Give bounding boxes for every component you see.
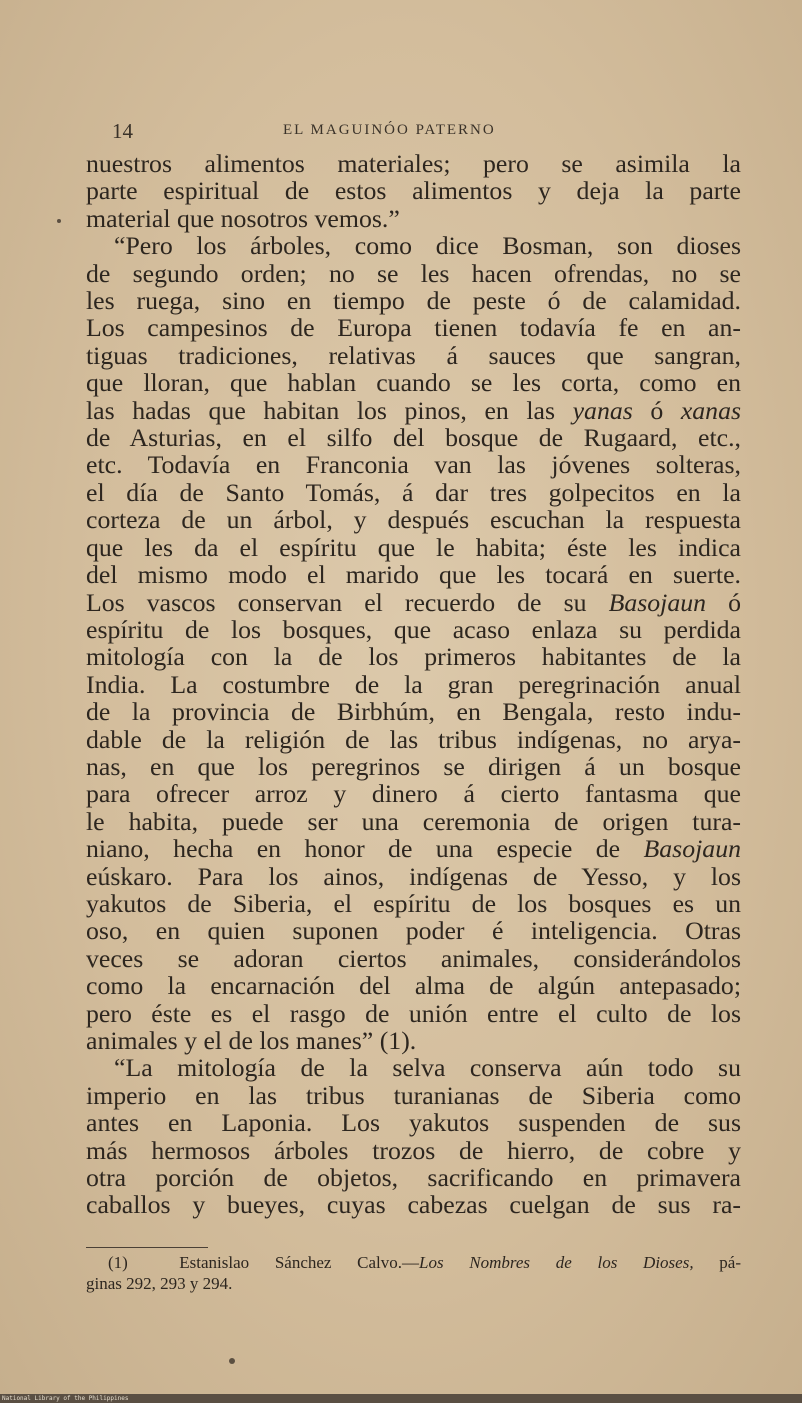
text-line: nuestros alimentos materiales; pero se asimila la <box>86 149 741 178</box>
text-line: oso, en quien suponen poder é inteligencia. Otras <box>86 916 741 946</box>
text-line: material que nosotros vemos.” <box>86 203 400 233</box>
text-line: “Pero los árboles, como dice Bosman, son dioses <box>114 231 741 261</box>
text-line: antes en Laponia. Los yakutos suspenden de sus <box>86 1108 741 1138</box>
footnote-work-title: Los Nombres de los Dioses, <box>419 1253 694 1272</box>
text-line: que lloran, que hablan cuando se les corta, como en <box>86 368 741 398</box>
footnote-text: pá- <box>693 1253 741 1272</box>
text-line <box>86 589 741 616</box>
text-line: de la provincia de Birbhúm, en Bengala, resto indu- <box>86 697 741 727</box>
text-line: tiguas tradiciones, relativas á sauces que sangran, <box>86 340 741 370</box>
italic-term: xanas <box>680 395 742 425</box>
italic-term: yanas <box>572 395 633 425</box>
italic-term: Basojaun <box>643 834 741 864</box>
text-line: Los campesinos de Europa tienen todavía fe en an- <box>86 313 741 343</box>
text-line: más hermosos árboles trozos de hierro, de cobre y <box>86 1135 741 1165</box>
italic-term: Basojaun <box>608 587 707 617</box>
text-line: le habita, puede ser una ceremonia de origen tura- <box>86 806 741 836</box>
text-line: espíritu de los bosques, que acaso enlaza su perdida <box>86 614 741 644</box>
text-line: de segundo orden; no se les hacen ofrendas, no se <box>86 258 741 288</box>
page-number: 14 <box>112 119 133 143</box>
text-run: Los vascos conservan el recuerdo de su <box>86 587 609 617</box>
text-line: parte espiritual de estos alimentos y deja la parte <box>86 176 741 206</box>
text-line: como la encarnación del alma de algún antepasado; <box>86 971 741 1001</box>
footnote-divider <box>86 1247 208 1248</box>
body-text <box>86 150 741 1219</box>
text-line: yakutos de Siberia, el espíritu de los bosques es un <box>86 888 741 918</box>
text-line <box>86 397 741 424</box>
text-line: les ruega, sino en tiempo de peste ó de calamidad. <box>86 286 741 316</box>
text-run: las hadas que habitan los pinos, en las <box>86 395 573 425</box>
text-line: que les da el espíritu que le habita; éste les indica <box>86 532 741 562</box>
speck-mark <box>57 219 61 223</box>
text-line: del mismo modo el marido que les tocará en suerte. <box>86 560 741 590</box>
footnote-author: Estanislao Sánchez Calvo.— <box>179 1253 420 1272</box>
text-line: de Asturias, en el silfo del bosque de Rugaard, etc., <box>86 423 741 453</box>
text-line: caballos y bueyes, cuyas cabezas cuelgan de sus ra- <box>86 1190 741 1220</box>
text-line: para ofrecer arroz y dinero á cierto fantasma que <box>86 779 741 809</box>
text-line: etc. Todavía en Franconia van las jóvenes solteras, <box>86 450 741 480</box>
text-line: corteza de un árbol, y después escuchan la respuesta <box>86 505 741 535</box>
text-line: imperio en las tribus turanianas de Siberia como <box>86 1080 741 1110</box>
text-line: eúskaro. Para los ainos, indígenas de Yesso, y los <box>86 861 741 891</box>
text-line: India. La costumbre de la gran peregrinación anual <box>86 669 741 699</box>
footnote-marker: (1) <box>108 1253 128 1272</box>
text-run: ó <box>632 395 681 425</box>
page-header <box>0 119 802 149</box>
text-line: pero éste es el rasgo de unión entre el culto de los <box>86 998 741 1028</box>
text-run: ó <box>706 587 741 617</box>
speck-mark <box>229 1358 235 1364</box>
text-line: mitología con la de los primeros habitantes de la <box>86 642 741 672</box>
text-line <box>86 835 741 862</box>
footnote-line: ginas 292, 293 y 294. <box>86 1274 233 1293</box>
footnote-line <box>86 1252 741 1273</box>
text-line: nas, en que los peregrinos se dirigen á un bosque <box>86 751 741 781</box>
text-run: niano, hecha en honor de una especie de <box>86 834 644 864</box>
library-stamp: National Library of the Philippines <box>2 1395 129 1402</box>
text-line: animales y el de los manes” (1). <box>86 1026 417 1055</box>
text-line: veces se adoran ciertos animales, considerándolos <box>86 943 741 973</box>
text-line: otra porción de objetos, sacrificando en primavera <box>86 1163 741 1193</box>
text-line: el día de Santo Tomás, á dar tres golpecitos en la <box>86 477 741 507</box>
running-title: EL MAGUINÓO PATERNO <box>283 122 496 138</box>
text-line: “La mitología de la selva conserva aún todo su <box>114 1053 741 1083</box>
text-line: dable de la religión de las tribus indígenas, no arya- <box>86 724 741 754</box>
footnote <box>86 1252 741 1294</box>
